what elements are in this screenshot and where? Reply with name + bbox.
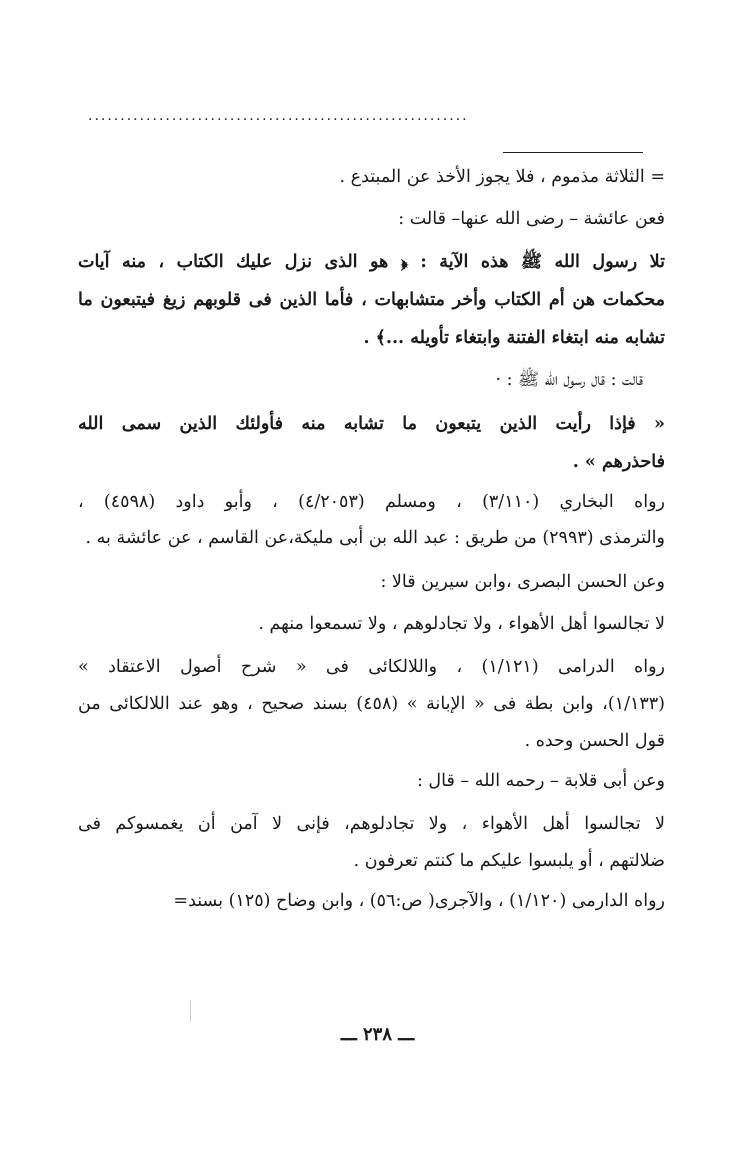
text-line-8: فاحذرهم » . (572, 452, 665, 472)
text-line-6: قالت : قال رسول الله ﷺ : · (495, 370, 643, 390)
text-line-19: رواه الدارمى (١/١٢٠) ، والآجرى( ص:٥٦) ، وابن وضاح (١٢٥) بسند= (173, 891, 665, 911)
text-line-16: وعن أبى قلابة – رحمه الله – قال : (416, 771, 665, 791)
scan-mark (190, 1000, 191, 1022)
page-number: ـــ ٢٣٨ ـــ (340, 1024, 415, 1045)
separator-dots: ........................................................... (88, 108, 469, 124)
text-line-2: فعن عائشة – رضى الله عنها– قالت : (398, 209, 665, 229)
text-line-17: لا تجالسوا أهل الأهواء ، ولا تجادلوهم، فإنى لا آمن أن يغمسوكم فى (78, 814, 665, 834)
text-line-18: ضلالتهم ، أو يلبسوا عليكم ما كنتم تعرفون . (353, 851, 665, 871)
text-line-1: = الثلاثة مذموم ، فلا يجوز الأخذ عن المبتدع . (339, 167, 665, 187)
text-line-11: وعن الحسن البصرى ،وابن سيرين قالا : (380, 572, 665, 592)
text-line-12: لا تجالسوا أهل الأهواء ، ولا تجادلوهم ، ولا تسمعوا منهم . (258, 614, 665, 634)
footnote-rule (503, 152, 643, 153)
text-line-13: رواه الدرامى (١/١٢١) ، واللالكائى فى « شرح أصول الاعتقاد » (78, 657, 665, 677)
text-line-15: قول الحسن وحده . (524, 731, 665, 751)
text-line-3: تلا رسول الله ﷺ هذه الآية : ﴿ هو الذى نزل عليك الكتاب ، منه آيات (78, 252, 665, 272)
text-line-14: (١/١٣٣)، وابن بطة فى « الإبانة » (٤٥٨) بسند صحيح ، وهو عند اللالكائى من (78, 694, 665, 714)
text-line-5: تشابه منه ابتغاء الفتنة وابتغاء تأويله ...﴾ . (363, 328, 665, 348)
text-line-7: « فإذا رأيت الذين يتبعون ما تشابه منه فأولئك الذين سمى الله (78, 414, 665, 434)
text-line-10: والترمذى (٢٩٩٣) من طريق : عبد الله بن أبى مليكة،عن القاسم ، عن عائشة به . (85, 528, 665, 548)
text-line-9: رواه البخاري (٣/١١٠) ، ومسلم (٤/٢٠٥٣) ، وأبو داود (٤٥٩٨) ، (78, 492, 665, 512)
text-line-4: محكمات هن أم الكتاب وأخر متشابهات ، فأما الذين فى قلوبهم زيغ فيتبعون ما (78, 290, 665, 310)
